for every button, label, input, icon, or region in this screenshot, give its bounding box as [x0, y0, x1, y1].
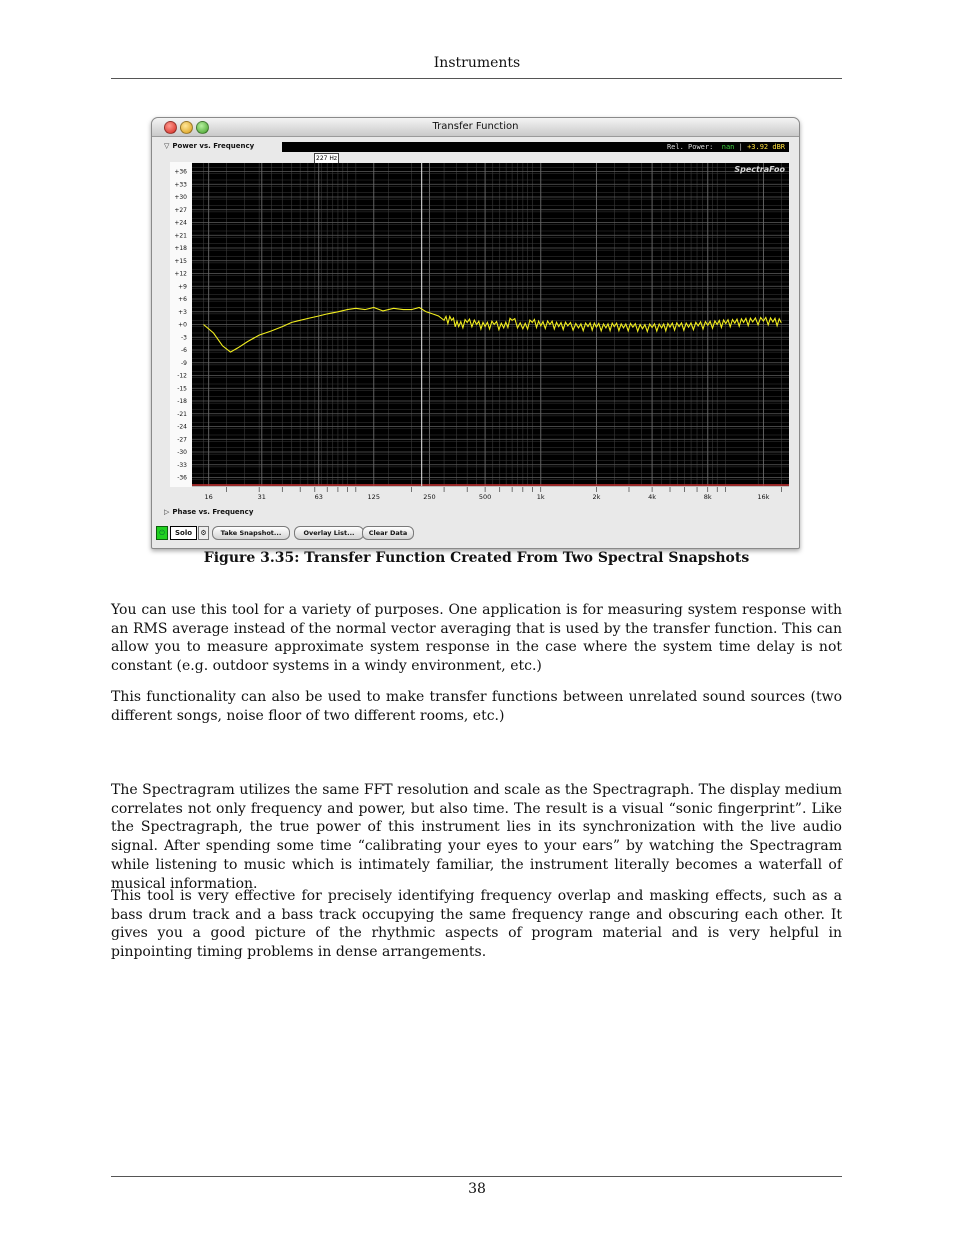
- readout-value-2: +3.92 dBR: [747, 143, 785, 151]
- y-tick-label: -36: [177, 474, 187, 482]
- x-tick-label: 63: [314, 493, 323, 501]
- y-tick-label: -18: [177, 398, 187, 405]
- y-tick-label: -15: [177, 385, 187, 393]
- readout-value-1: nan: [721, 143, 735, 151]
- x-tick-label: 125: [367, 493, 380, 501]
- y-tick-label: +27: [174, 206, 187, 214]
- paragraph: You can use this tool for a variety of purposes. One application is for measuring system response with an RMS average instead of the normal vector averaging that is used by the transfer function. This can allow you to measure approximate system response in the case where the system time delay is not constant (e.g. outdoor systems in a windy environment, etc.): [111, 602, 842, 675]
- y-tick-label: +3: [178, 308, 187, 316]
- y-tick-label: -12: [177, 372, 187, 380]
- y-tick-label: +30: [174, 194, 187, 201]
- y-tick-label: +21: [174, 232, 187, 240]
- x-tick-label: 250: [423, 493, 436, 501]
- y-tick-label: +0: [178, 321, 187, 329]
- running-head: Instruments: [433, 55, 521, 71]
- footer-rule: [111, 1176, 842, 1177]
- x-axis: [205, 487, 782, 501]
- y-tick-label: -21: [177, 410, 187, 418]
- y-tick-label: +6: [178, 296, 187, 303]
- x-tick-label: 31: [257, 493, 266, 501]
- power-section-label: Power vs. Frequency: [172, 142, 255, 150]
- x-tick-label: 8k: [703, 493, 712, 501]
- cursor-frequency-tag: 227 Hz: [316, 155, 338, 162]
- x-tick-label: 4k: [648, 493, 657, 501]
- brand-label: SpectraFoo: [734, 165, 785, 174]
- triangle-right-icon: ▷: [164, 508, 170, 516]
- y-tick-label: +24: [174, 219, 187, 227]
- solo-button[interactable]: Solo: [170, 526, 197, 540]
- y-tick-label: +18: [174, 245, 187, 252]
- y-tick-label: -3: [181, 334, 187, 342]
- take-snapshot-button[interactable]: Take Snapshot...: [212, 526, 290, 540]
- window-title: Transfer Function: [432, 121, 519, 132]
- page-number: 38: [468, 1181, 486, 1197]
- phase-section-label: Phase vs. Frequency: [172, 508, 254, 516]
- y-tick-label: +15: [174, 257, 187, 265]
- overlay-list-button[interactable]: Overlay List...: [294, 526, 364, 540]
- y-tick-label: -27: [177, 436, 187, 444]
- power-toggle-button[interactable]: ⏻: [156, 526, 168, 540]
- transfer-function-window: [151, 117, 800, 549]
- y-tick-label: +33: [174, 181, 187, 189]
- settings-icon[interactable]: ⚙: [198, 526, 209, 540]
- clear-data-button[interactable]: Clear Data: [362, 526, 414, 540]
- readout-label: Rel. Power:: [666, 143, 714, 151]
- x-tick-label: 16: [204, 493, 213, 501]
- x-tick-label: 16k: [757, 493, 770, 501]
- y-tick-label: -9: [181, 359, 187, 367]
- x-tick-label: 500: [478, 493, 492, 501]
- paragraph: This functionality can also be used to make transfer functions between unrelated sound sources (two different songs, noise floor of two different rooms, etc.): [111, 689, 842, 724]
- y-tick-label: -30: [177, 449, 187, 456]
- figure-caption: Figure 3.35: Transfer Function Created From Two Spectral Snapshots: [203, 550, 750, 566]
- y-tick-label: +9: [178, 283, 187, 291]
- triangle-down-icon: ▽: [164, 142, 170, 150]
- header-rule: [111, 78, 842, 79]
- y-tick-label: -6: [181, 347, 187, 354]
- x-tick-label: 2k: [592, 493, 601, 501]
- y-tick-label: +36: [174, 168, 187, 176]
- x-tick-label: 1k: [536, 493, 545, 501]
- transfer-function-plot[interactable]: [152, 118, 799, 518]
- y-tick-label: +12: [174, 270, 187, 278]
- y-tick-label: -33: [177, 461, 187, 469]
- power-readout: Rel. Power: nan | +3.92 dBR: [282, 142, 789, 152]
- y-tick-label: -24: [177, 423, 187, 431]
- paragraph: This tool is very effective for precisely identifying frequency overlap and masking effects, such as a bass drum track and a bass track occupying the same frequency range and obscuring each other. It gives you a good picture of the rhythmic aspects of program material and is very helpful in pinpointing timing problems in dense arrangements.: [111, 888, 842, 961]
- phase-section-toggle[interactable]: [164, 508, 253, 516]
- paragraph: The Spectragram utilizes the same FFT resolution and scale as the Spectragraph. The display medium correlates not only frequency and power, but also time. The result is a visual “sonic fingerprint”. Like the Spectragraph, the true power of this instrument lies in its synchronization with the live audio signal. After spending some time “calibrating your eyes to your ears” by watching the Spectragram while listening to music which is intimately familiar, the instrument literally becomes a waterfall of musical information.: [111, 782, 842, 892]
